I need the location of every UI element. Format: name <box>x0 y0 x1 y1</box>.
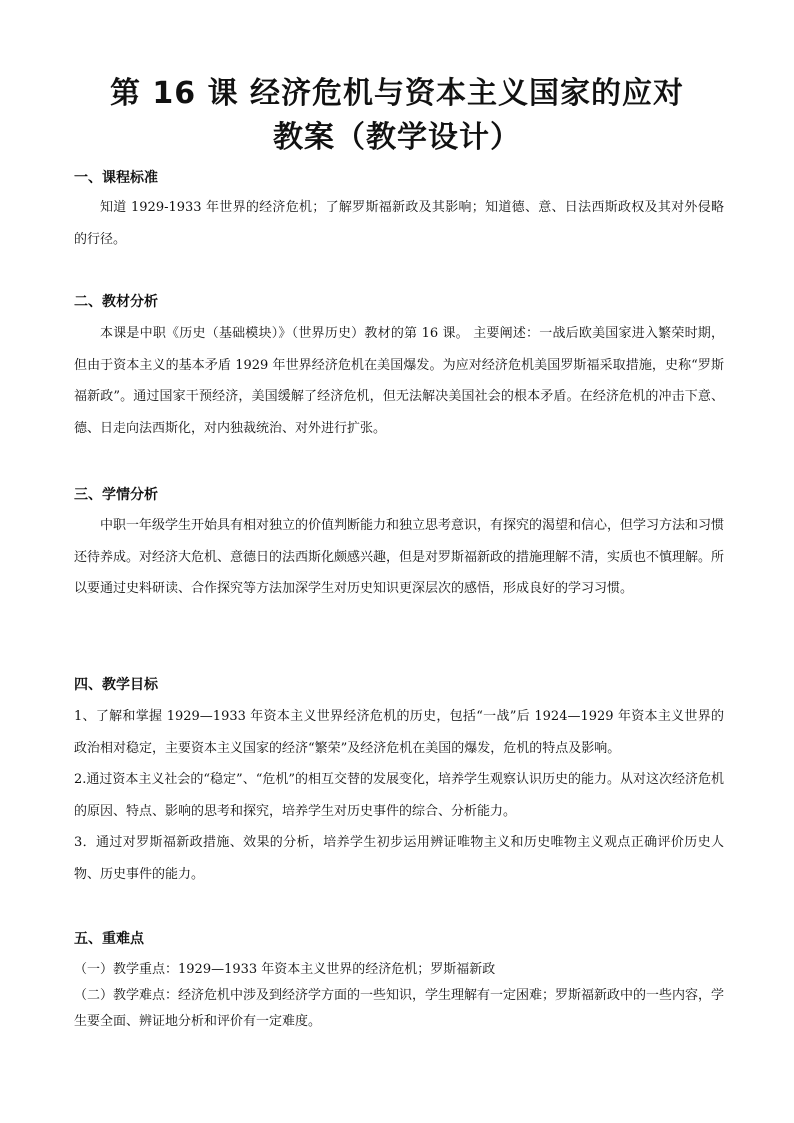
key-point-item-1: （一）教学重点：1929—1933 年资本主义世界的经济危机；罗斯福新政 <box>74 962 496 977</box>
teaching-goal-item-1: 1、了解和掌握 1929—1933 年资本主义世界经济危机的历史，包括“一战”后 1924—1929 年资本主义世界的政治相对稳定，主要资本主义国家的经济“繁荣”及经济危机在美国的爆发，危机的特点及影响。 <box>74 709 724 756</box>
key-point-item-2: （二）教学难点：经济危机中涉及到经济学方面的一些知识，学生理解有一定困难；罗斯福新政中的一些内容，学生要全面、辨证地分析和评价有一定难度。 <box>74 988 725 1029</box>
document-title-line2: 教案（教学设计） <box>273 120 521 155</box>
teaching-goals-list <box>74 701 724 890</box>
section-body-textbook-analysis: 本课是中职《历史（基础模块）》（世界历史）教材的第 16 课。 主要阐述：一战后欧美国家进入繁荣时期，但由于资本主义的基本矛盾 1929 年世界经济危机在美国爆发。为应对经济危机美国罗斯福采取措施，史称“罗斯福新政”。通过国家干预经济，美国缓解了经济危机，但无法解决美国社会的根本矛盾。在经济危机的冲击下意、德、日走向法西斯化，对内独裁统治、对外进行扩张。 <box>74 326 724 436</box>
section-heading-textbook-analysis: 二、教材分析 <box>74 294 158 310</box>
section-body-curriculum-standard: 知道 1929-1933 年世界的经济危机；了解罗斯福新政及其影响；知道德、意、日法西斯政权及其对外侵略的行径。 <box>74 200 724 247</box>
section-body-student-analysis: 中职一年级学生开始具有相对独立的价值判断能力和独立思考意识，有探究的渴望和信心，但学习方法和习惯还待养成。对经济大危机、意德日的法西斯化颇感兴趣，但是对罗斯福新政的措施理解不清，实质也不慎理解。所以要通过史料研读、合作探究等方法加深学生对历史知识更深层次的感悟，形成良好的学习习惯。 <box>74 518 725 596</box>
section-heading-teaching-goals: 四、教学目标 <box>74 677 158 693</box>
document-title-line1: 第 16 课 经济危机与资本主义国家的应对 <box>109 76 685 111</box>
section-heading-student-analysis: 三、学情分析 <box>74 487 158 503</box>
section-heading-key-points: 五、重难点 <box>74 931 144 947</box>
teaching-goal-item-2: 2.通过资本主义社会的“稳定”、“危机”的相互交替的发展变化，培养学生观察认识历史的能力。从对这次经济危机的原因、特点、影响的思考和探究，培养学生对历史事件的综合、分析能力。 <box>74 772 724 819</box>
teaching-goal-item-3: 3．通过对罗斯福新政措施、效果的分析，培养学生初步运用辨证唯物主义和历史唯物主义观点正确评价历史人物、历史事件的能力。 <box>74 835 724 882</box>
section-heading-curriculum-standard: 一、课程标准 <box>74 170 158 186</box>
key-points-list <box>74 957 724 1035</box>
